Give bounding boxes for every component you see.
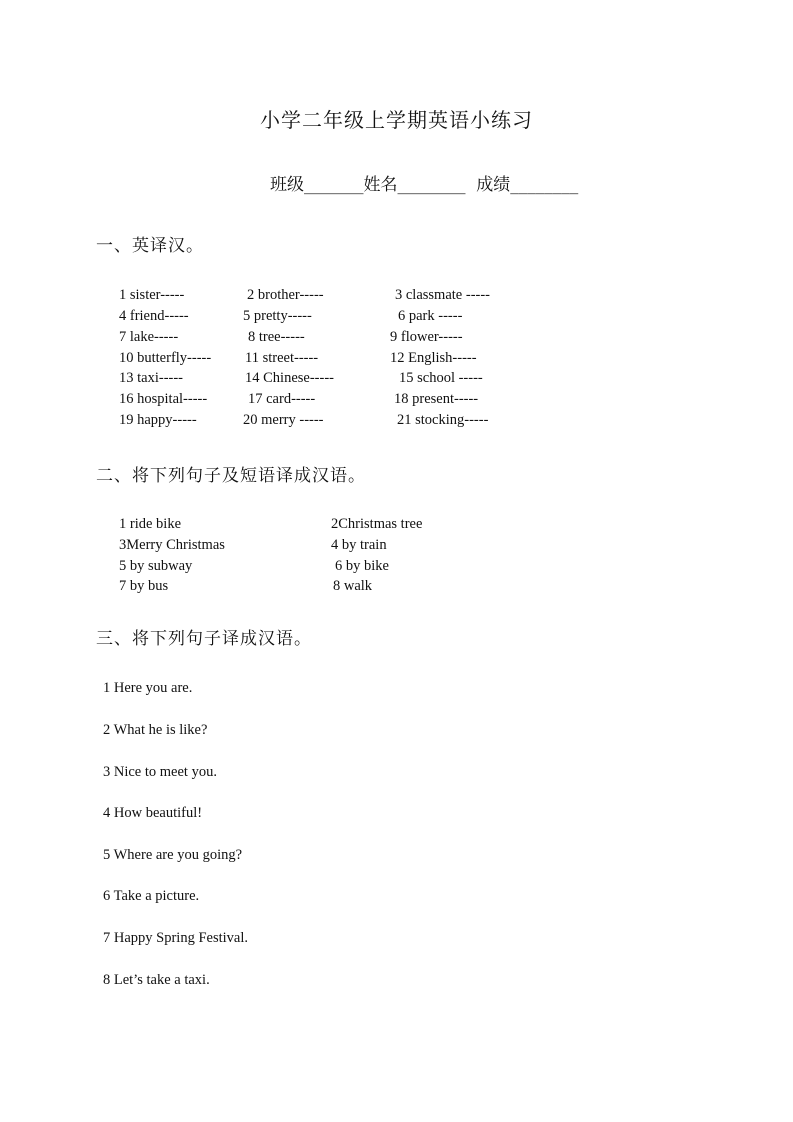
section2-heading: 二、将下列句子及短语译成汉语。 (96, 466, 366, 486)
phrase-item: 6 by bike (335, 558, 389, 574)
vocab-item: 3 classmate ----- (395, 287, 491, 303)
vocab-item: 2 brother----- (247, 287, 324, 303)
phrase-item: 3Merry Christmas (119, 537, 225, 553)
sentence-item: 5 Where are you going? (103, 847, 243, 863)
vocab-item: 6 park ----- (398, 308, 463, 324)
phrase-item: 2Christmas tree (331, 516, 423, 532)
page-title: 小学二年级上学期英语小练习 (260, 108, 533, 132)
sentence-item: 2 What he is like? (103, 722, 208, 738)
vocab-item: 9 flower----- (390, 329, 463, 345)
vocab-item: 8 tree----- (248, 329, 305, 345)
section3-heading: 三、将下列句子译成汉语。 (96, 629, 312, 649)
phrase-item: 4 by train (331, 537, 387, 553)
vocab-item: 10 butterfly----- (119, 350, 212, 366)
vocab-item: 14 Chinese----- (245, 370, 334, 386)
vocab-item: 15 school ----- (399, 370, 483, 386)
vocab-item: 20 merry ----- (243, 412, 324, 428)
vocab-item: 19 happy----- (119, 412, 197, 428)
sentence-item: 3 Nice to meet you. (103, 764, 217, 780)
phrase-item: 1 ride bike (119, 516, 182, 532)
vocab-item: 12 English----- (390, 350, 477, 366)
vocab-item: 13 taxi----- (119, 370, 184, 386)
vocab-item: 18 present----- (394, 391, 479, 407)
sentence-item: 4 How beautiful! (103, 805, 203, 821)
vocab-item: 1 sister----- (119, 287, 185, 303)
phrase-item: 5 by subway (119, 558, 193, 574)
phrase-item: 8 walk (333, 578, 373, 594)
sentence-item: 7 Happy Spring Festival. (103, 930, 248, 946)
vocab-item: 17 card----- (248, 391, 316, 407)
vocab-item: 7 lake----- (119, 329, 179, 345)
vocab-item: 4 friend----- (119, 308, 189, 324)
student-info-line: 班级_______姓名________ 成绩________ (270, 175, 579, 195)
vocab-item: 5 pretty----- (243, 308, 312, 324)
vocab-item: 16 hospital----- (119, 391, 208, 407)
sentence-item: 8 Let’s take a taxi. (103, 972, 210, 988)
sentence-item: 6 Take a picture. (103, 888, 200, 904)
sentence-item: 1 Here you are. (103, 680, 193, 696)
section1-heading: 一、英译汉。 (96, 236, 204, 256)
vocab-item: 11 street----- (245, 350, 319, 366)
phrase-item: 7 by bus (119, 578, 169, 594)
vocab-item: 21 stocking----- (397, 412, 489, 428)
